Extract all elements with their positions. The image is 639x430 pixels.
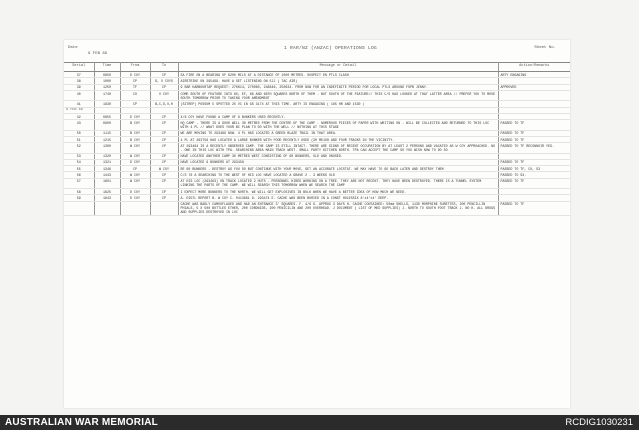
cell-serial: 43 — [64, 120, 94, 130]
cell-serial: 51 — [64, 136, 94, 142]
cell-action: PASSED TO TF — [498, 130, 570, 136]
cell-message: C/S 78 A SEARCHING TO THE WEST OF HIS LOC HAVE LOCATED A GRAVE 2 - 3 WEEKS OLD — [178, 172, 498, 178]
cell-serial: 54 — [64, 159, 94, 165]
cell-time: 0850 — [94, 72, 120, 78]
cell-from: D COY — [120, 72, 150, 78]
cell-serial: 52 — [64, 143, 94, 153]
footer-bar — [0, 415, 639, 430]
cell-to: CP — [150, 159, 178, 165]
cell-action: APPROVED — [498, 84, 570, 90]
cell-from: D COY — [120, 189, 150, 195]
table-header-row — [64, 63, 570, 72]
cell-serial — [64, 201, 94, 215]
table-row — [64, 91, 570, 101]
cell-serial: 50 — [64, 130, 94, 136]
cell-message: RE 60 BUNKERS - DESTROY AS YOU DO BUT CONTINUE WITH YOUR MOVE, GET AN ACCURATE LOCSTAT. WE MAY HAVE TO GO BACK LATER AND DESTROY THEM — [178, 166, 498, 172]
cell-message: HAVE LOCATED 9 BUNKERS AT 293458 — [178, 159, 498, 165]
cell-from: B COY — [120, 120, 150, 130]
cell-serial: 57 — [64, 178, 94, 188]
cell-serial: 41 — [64, 101, 94, 107]
column-header-serial: Serial — [64, 63, 94, 72]
cell-serial: 55 — [64, 166, 94, 172]
cell-time — [94, 201, 120, 215]
cell-from: D COY — [120, 113, 150, 119]
cell-action: PASSED TO TF — [498, 201, 570, 215]
cell-message: 4/6 COY HAVE FOUND A CAMP OF 6 BUNKERS USED RECENTLY. — [178, 113, 498, 119]
cell-time: 1930 — [94, 101, 120, 107]
cell-from: CP — [120, 101, 150, 107]
column-header-to: To — [150, 63, 178, 72]
operations-log-table — [64, 62, 570, 216]
cell-from: W COY — [120, 143, 150, 153]
cell-to: CP — [150, 195, 178, 201]
date-label: Date — [68, 46, 78, 50]
cell-from: CP — [120, 78, 150, 84]
cell-time: 1000 — [94, 78, 120, 84]
cell-to: CP — [150, 189, 178, 195]
cell-serial: 42 — [64, 113, 94, 119]
column-header-time: Time — [94, 63, 120, 72]
log-title: 1 RAR/NZ (ANZAC) OPERATIONS LOG — [284, 46, 378, 51]
cell-message: COME SOUTH OF FEATURE INTO 65; EF, 66 AND 66TH SQUARES NORTH OF THEM - BUT SOUTH OF THE FEATURE// THIS C/S HAS LOOKED AT THAT LATTER AREA // PREFER YOU TO MOVE SOUTH TOMORROW PRIOR TO TAKING YOUR AMENDMENT — [178, 91, 498, 101]
cell-serial: 37 — [64, 72, 94, 78]
cell-message: 5A FIRE ON A BEARING OF 6200 MILS AT A DISTANCE OF 1000 METRES. SUSPECT EN PTLS CLASH — [178, 72, 498, 78]
cell-from — [120, 201, 150, 215]
cell-message: WE ARE MOVING TO 293489 NOW. 4 PL HAS LOCATED A GREEN BLAZE TRAIL IN THAT AREA. — [178, 130, 498, 136]
cell-action: PASSED TO TF — [498, 178, 570, 188]
cell-to: CP — [150, 178, 178, 188]
cell-message: AIRSTRIKE ON 295499. HAVE A SET LISTENING ON 5JJ ( TAC AIR) — [178, 78, 498, 84]
cell-message: 9 RAR HARBOURTAP REQUEST: 270614, 270060, 248846, 250634. FROM NOW FOR AN INDEFINITE PERIOD FOR LOCAL PTLS AROUND FSPB JENNY. — [178, 84, 498, 90]
cell-to: CP — [150, 172, 178, 178]
cell-from: B COY — [120, 130, 150, 136]
cell-serial: 53 — [64, 153, 94, 159]
cell-message: HAVE LOCATED ANOTHER CAMP 30 METRES WEST CONSISTING OF 60 BUNKERS, OLD AND UNUSED. — [178, 153, 498, 159]
cell-from: W COY — [120, 172, 150, 178]
cell-time: 1625 — [94, 189, 120, 195]
cell-action: PASSED TO TF — [498, 120, 570, 130]
cell-action: PASSED TO S3. — [498, 172, 570, 178]
cell-time: 1250 — [94, 84, 120, 90]
cell-time: 1346 — [94, 166, 120, 172]
cell-to: CP — [150, 136, 178, 142]
cell-action: PASSED TO TF — [498, 136, 570, 142]
footer-source-label: AUSTRALIAN WAR MEMORIAL — [5, 417, 158, 428]
cell-serial: 39 — [64, 84, 94, 90]
sheet-number-label: Sheet No. — [534, 46, 556, 50]
cell-to: D, V COYS — [150, 78, 178, 84]
cell-message: I EXPECT MORE BUNKERS TO THE NORTH. WE WILL GET EXPLOSIVES IN BULK WHEN WE HAVE A BETTER IDEA OF HOW MUCH WE NEED. — [178, 189, 498, 195]
table-row — [64, 201, 570, 215]
table-row — [64, 143, 570, 153]
cell-message: CACHE WAS BADLY CAMOUFLAGED AND HAD AN ENTRANCE 3' SQUARES. F. 4/6 G. APPROX 3 DAYS H. CACHE CONTAINED: 50mm SHELLS, 1130 MORPHINE SURETTES, 200 PENCILLIN PHIALS, 5 X 500 BOTTLES ETHER, 200 CORDNIDE, 200 PENICILIN AND 200 OVERHEAD. J DOCUMENT ( LIST OF MED SUPPLIES) J. NORTH TO SOUTH FOOT TRACK J. NO K. ALL DRUGS AND SUPPLIES DESTROYED IN LOC — [178, 201, 498, 215]
cell-time: 1320 — [94, 153, 120, 159]
cell-action: PASSED TO TF RECONNOIR YES. — [498, 143, 570, 153]
cell-time: 1740 — [94, 91, 120, 101]
cell-serial: 40 — [64, 91, 94, 101]
table-row — [64, 178, 570, 188]
cell-message: (SITREP) POSSUM 5 SPOTTED 25 VC IN GS 3174 AT THIS TIME. ARTY IS ENGAGING ( 165 HR AND 1530 ) — [178, 101, 498, 107]
footer-record-id: RCDIG1030231 — [565, 417, 633, 428]
cell-from: TF — [120, 84, 150, 90]
cell-to: CP — [150, 84, 178, 90]
date-value: 9 FEB 69 — [88, 52, 108, 56]
cell-action: PASSED TO TF, CO, S3 — [498, 166, 570, 172]
cell-message: HQ CAMP - THERE IS A GOOD WELL 30 METRES FROM THE CENTRE OF THE CAMP - NUMEROUS PIECES OF PAPER WITH WRITING ON - WILL BE COLLECTED AND RETURNED TO THIS LOC WITH 4 PL // WHAT DOES YOUR BC PLAN TO DO WITH THE WELL // NOTHING AT THIS STAGE — [178, 120, 498, 130]
cell-time: 1300 — [94, 143, 120, 153]
cell-to: CP — [150, 72, 178, 78]
cell-from: D COY — [120, 159, 150, 165]
table-row — [64, 120, 570, 130]
cell-to: CP — [150, 120, 178, 130]
cell-action — [498, 91, 570, 101]
cell-to: CP — [150, 113, 178, 119]
log-body — [64, 72, 570, 216]
cell-from: CP — [120, 166, 150, 172]
column-header-message: Message or Detail — [178, 63, 498, 72]
cell-message: 4 PL AT 263758 HAS LOCATED A LARGE BUNKER WITH FOOD RECENTLY USED (30 ME1SH AND FOUR TRACKS IN THE VICINITY. — [178, 136, 498, 142]
cell-message: A. DIGTL REPORT B. W COY C. 0413681 D. 293474 E. CACHE WAS BEEN BURIED IN A CONST HOLESSIX 8'x4'x4' DEEP. — [178, 195, 498, 201]
cell-time: 1321 — [94, 159, 120, 165]
cell-serial: 38 — [64, 78, 94, 84]
cell-from: W COY — [120, 153, 150, 159]
cell-time: 1215 — [94, 136, 120, 142]
cell-to: CP — [150, 143, 178, 153]
cell-to: V COY — [150, 91, 178, 101]
cell-to: B,C,D,V,H — [150, 101, 178, 107]
cell-time: 0855 — [94, 113, 120, 119]
cell-serial: 59 — [64, 195, 94, 201]
day-separator-label: 8 FEB 69 — [64, 107, 94, 113]
cell-to: CP — [150, 153, 178, 159]
cell-message: AT HIS LOC (293463) ON TRACK LOCATED 2 HUTS - PERSONNEL HIRED WORKING ON A TREE. THEY ARE NOT RECENT. THEY HAVE BEEN DESTROYED. THERE IS A TUNNEL SYSTEM LINKING THE PARTS OF THE CAMP. WE WILL SEARCH THIS TOMORROW WHEN WE SEARCH THE CAMP — [178, 178, 498, 188]
log-sheet — [64, 40, 570, 408]
cell-action: PASSED TO TF — [498, 159, 570, 165]
cell-to: CP — [150, 130, 178, 136]
cell-from: CO — [120, 91, 150, 101]
cell-to — [150, 201, 178, 215]
cell-action: ARTY ENGAGING — [498, 72, 570, 78]
cell-serial: 58 — [64, 189, 94, 195]
cell-message: AT 293464 IS A RECENTLY OBSERVED CAMP. THE CAMP IS STILL INTACT. THERE ARE SIGNS OF RECENT OCCUPATION BY AT LEAST 2 PERSONS AND VACATED AS W COY APPROACHED. NO - ONE IN THIS LOC WITH TPA. SEARCHING AREA MAIN TRACK WEST. SMALL PARTY KITCHEN NORTH. TPA CAN ACCEPT THE CAMP SO YOU WISH NOW TO DO SO — [178, 143, 498, 153]
cell-time: 1643 — [94, 195, 120, 201]
cell-time: 1601 — [94, 178, 120, 188]
cell-time: 1115 — [94, 130, 120, 136]
cell-from: B COY — [120, 136, 150, 142]
cell-time: 1443 — [94, 172, 120, 178]
cell-to: W COY — [150, 166, 178, 172]
cell-from: W COY — [120, 178, 150, 188]
cell-time: 0900 — [94, 120, 120, 130]
column-header-action: Action/Remarks — [498, 63, 570, 72]
column-header-from: From — [120, 63, 150, 72]
cell-from: D COY — [120, 195, 150, 201]
cell-serial: 56 — [64, 172, 94, 178]
